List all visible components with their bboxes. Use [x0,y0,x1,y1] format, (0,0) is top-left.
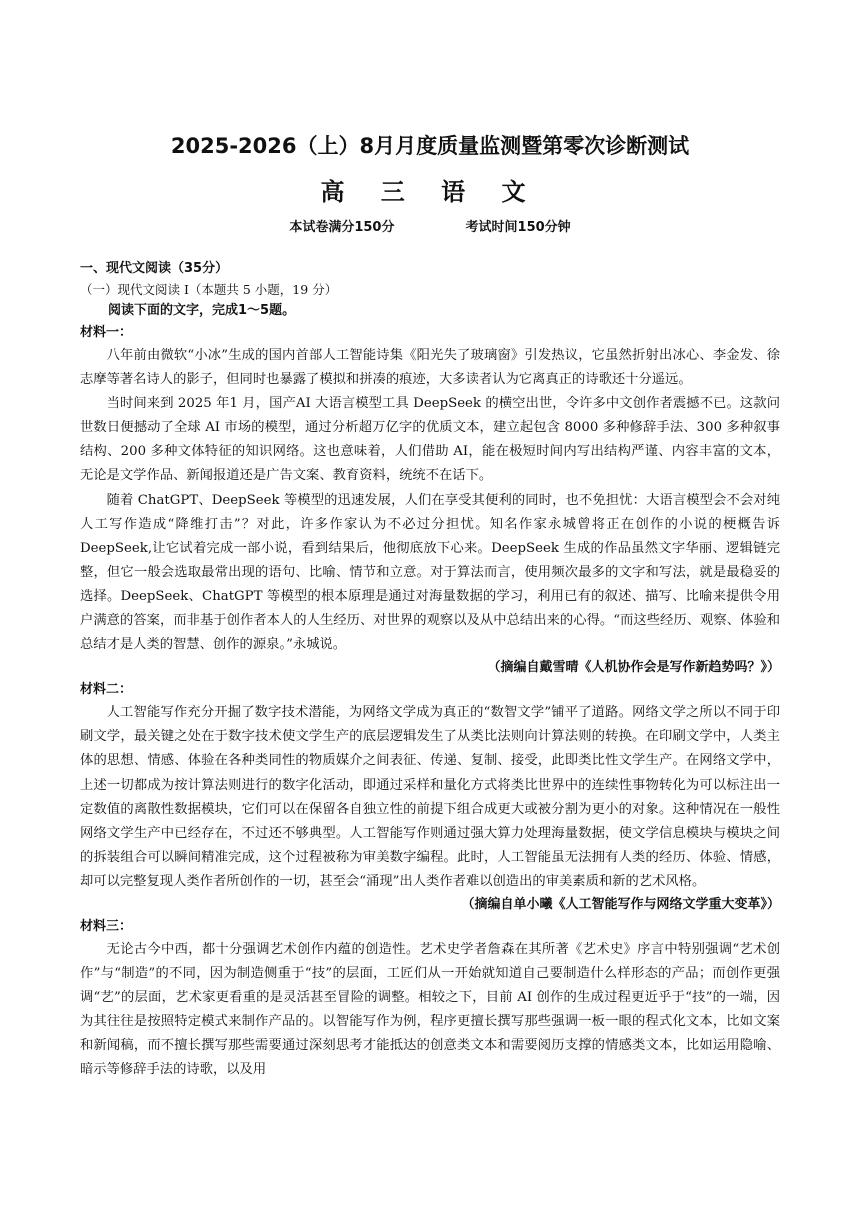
exam-title: 2025-2026（上）8月月度质量监测暨第零次诊断测试 [170,134,690,158]
time-note: 考试时间150分钟 [465,220,571,235]
material1-paragraph-1: 八年前由微软“小冰”生成的国内首部人工智能诗集《阳光失了玻璃窗》引发热议，它虽然折射出冰心、李金发、徐志摩等著名诗人的影子，但同时也暴露了模拟和拼凑的痕迹，大多读者认为它离真正的诗歌还十分遥远。 [80,348,780,388]
material1-source: （摘编自戴雪晴《人机协作会是写作新趋势吗？》） [487,660,780,676]
subject-title: 高 三 语 文 [320,178,540,206]
material1-paragraph-2: 当时间来到 2025 年1 月，国产AI 大语言模型工具 DeepSeek 的横空出世，令许多中文创作者震撼不已。这款问世数日便撼动了全球 AI 市场的模型，通过分析超万亿字的优质文本，建立起包含 8000 多种修辞手法、300 多种叙事结构、200 多种文体特征的知识网络。这也意味着，人们借助 AI，能在极短时间内写出结构严谨、内容丰富的文本，无论是文学作品、新闻报道还是广告文案、教育资料，统统不在话下。 [80,396,780,484]
section-subheading: （一）现代文阅读 I（本题共 5 小题，19 分） [80,282,338,297]
exam-meta [80,218,780,238]
material2-source: （摘编自单小曦《人工智能写作与网络文学重大变革》） [461,896,780,912]
material2-paragraph-1: 人工智能写作充分开掘了数字技术潜能，为网络文学成为真正的“数智文学”铺平了道路。网络文学之所以不同于印刷文学，最关键之处在于数字技术使文学生产的底层逻辑发生了从类比法则向计算法则的转换。在印刷文学中，人类主体的思想、情感、体验在各种类同性的物质媒介之间表征、传递、复制、接受，此即类比性文学生产。在网络文学中，上述一切都成为按计算法则进行的数字化活动，即通过采样和量化方式将类比世界中的连续性事物转化为可以标注出一定数值的离散性数据模块，它们可以在保留各自独立性的前提下组合成更大或被分割为更小的对象。这种情况在一般性网络文学生产中已经存在，不过还不够典型。人工智能写作则通过强大算力处理海量数据，使文学信息模块与模块之间的拆装组合可以瞬间精准完成，这个过程被称为审美数字编程。此时，人工智能虽无法拥有人类的经历、体验、情感，却可以完整复现人类作者所创作的一切，甚至会“涌现”出人类作者难以创造出的审美素质和新的艺术风格。 [80,705,780,889]
section-heading: 一、现代文阅读（35分） [80,261,229,276]
score-note: 本试卷满分150分 [289,220,395,235]
material1-label: 材料一： [80,325,133,340]
material1-paragraph-3: 随着 ChatGPT、DeepSeek 等模型的迅速发展，人们在享受其便利的同时，也不免担忧：大语言模型会不会对纯人工写作造成“降维打击”？对此，许多作家认为不必过分担忧。知名作家永城曾将正在创作的小说的梗概告诉 DeepSeek,让它试着完成一部小说，看到结果后，他彻底放下心来。DeepSeek 生成的作品虽然文字华丽、逻辑链完整，但它一般会选取最常出现的语句、比喻、情节和立意。对于算法而言，使用频次最多的文字和写法，就是最稳妥的选择。DeepSeek、ChatGPT 等模型的根本原理是通过对海量数据的学习，利用已有的叙述、描写、比喻来提供令用户满意的答案，而非基于创作者本人的人生经历、对世界的观察以及从中总结出来的心得。“而这些经历、观察、体验和总结才是人类的智慧、创作的源泉。”永城说。 [80,492,780,653]
exam-body [80,258,780,1083]
material3-paragraph-1: 无论古今中西，都十分强调艺术创作内蕴的创造性。艺术史学者詹森在其所著《艺术史》序言中特别强调“艺术创作”与“制造”的不同，因为制造侧重于“技”的层面，工匠们从一开始就知道自己要制造什么样形态的产品；而创作更强调“艺”的层面，艺术家更看重的是灵活甚至冒险的调整。相较之下，目前 AI 创作的生成过程更近乎于“技”的一端，因为其往往是按照特定模式来制作产品的。以智能写作为例，程序更擅长撰写那些强调一板一眼的程式化文本，比如文案和新闻稿，而不擅长撰写那些需要通过深刻思考才能抵达的创意类文本和需要阅历支撑的情感类文本，比如运用隐喻、暗示等修辞手法的诗歌，以及用 [80,941,780,1078]
reading-instruction: 阅读下面的文字，完成1～5题。 [108,303,296,318]
material3-label: 材料三： [80,918,133,934]
material2-label: 材料二： [80,682,133,698]
